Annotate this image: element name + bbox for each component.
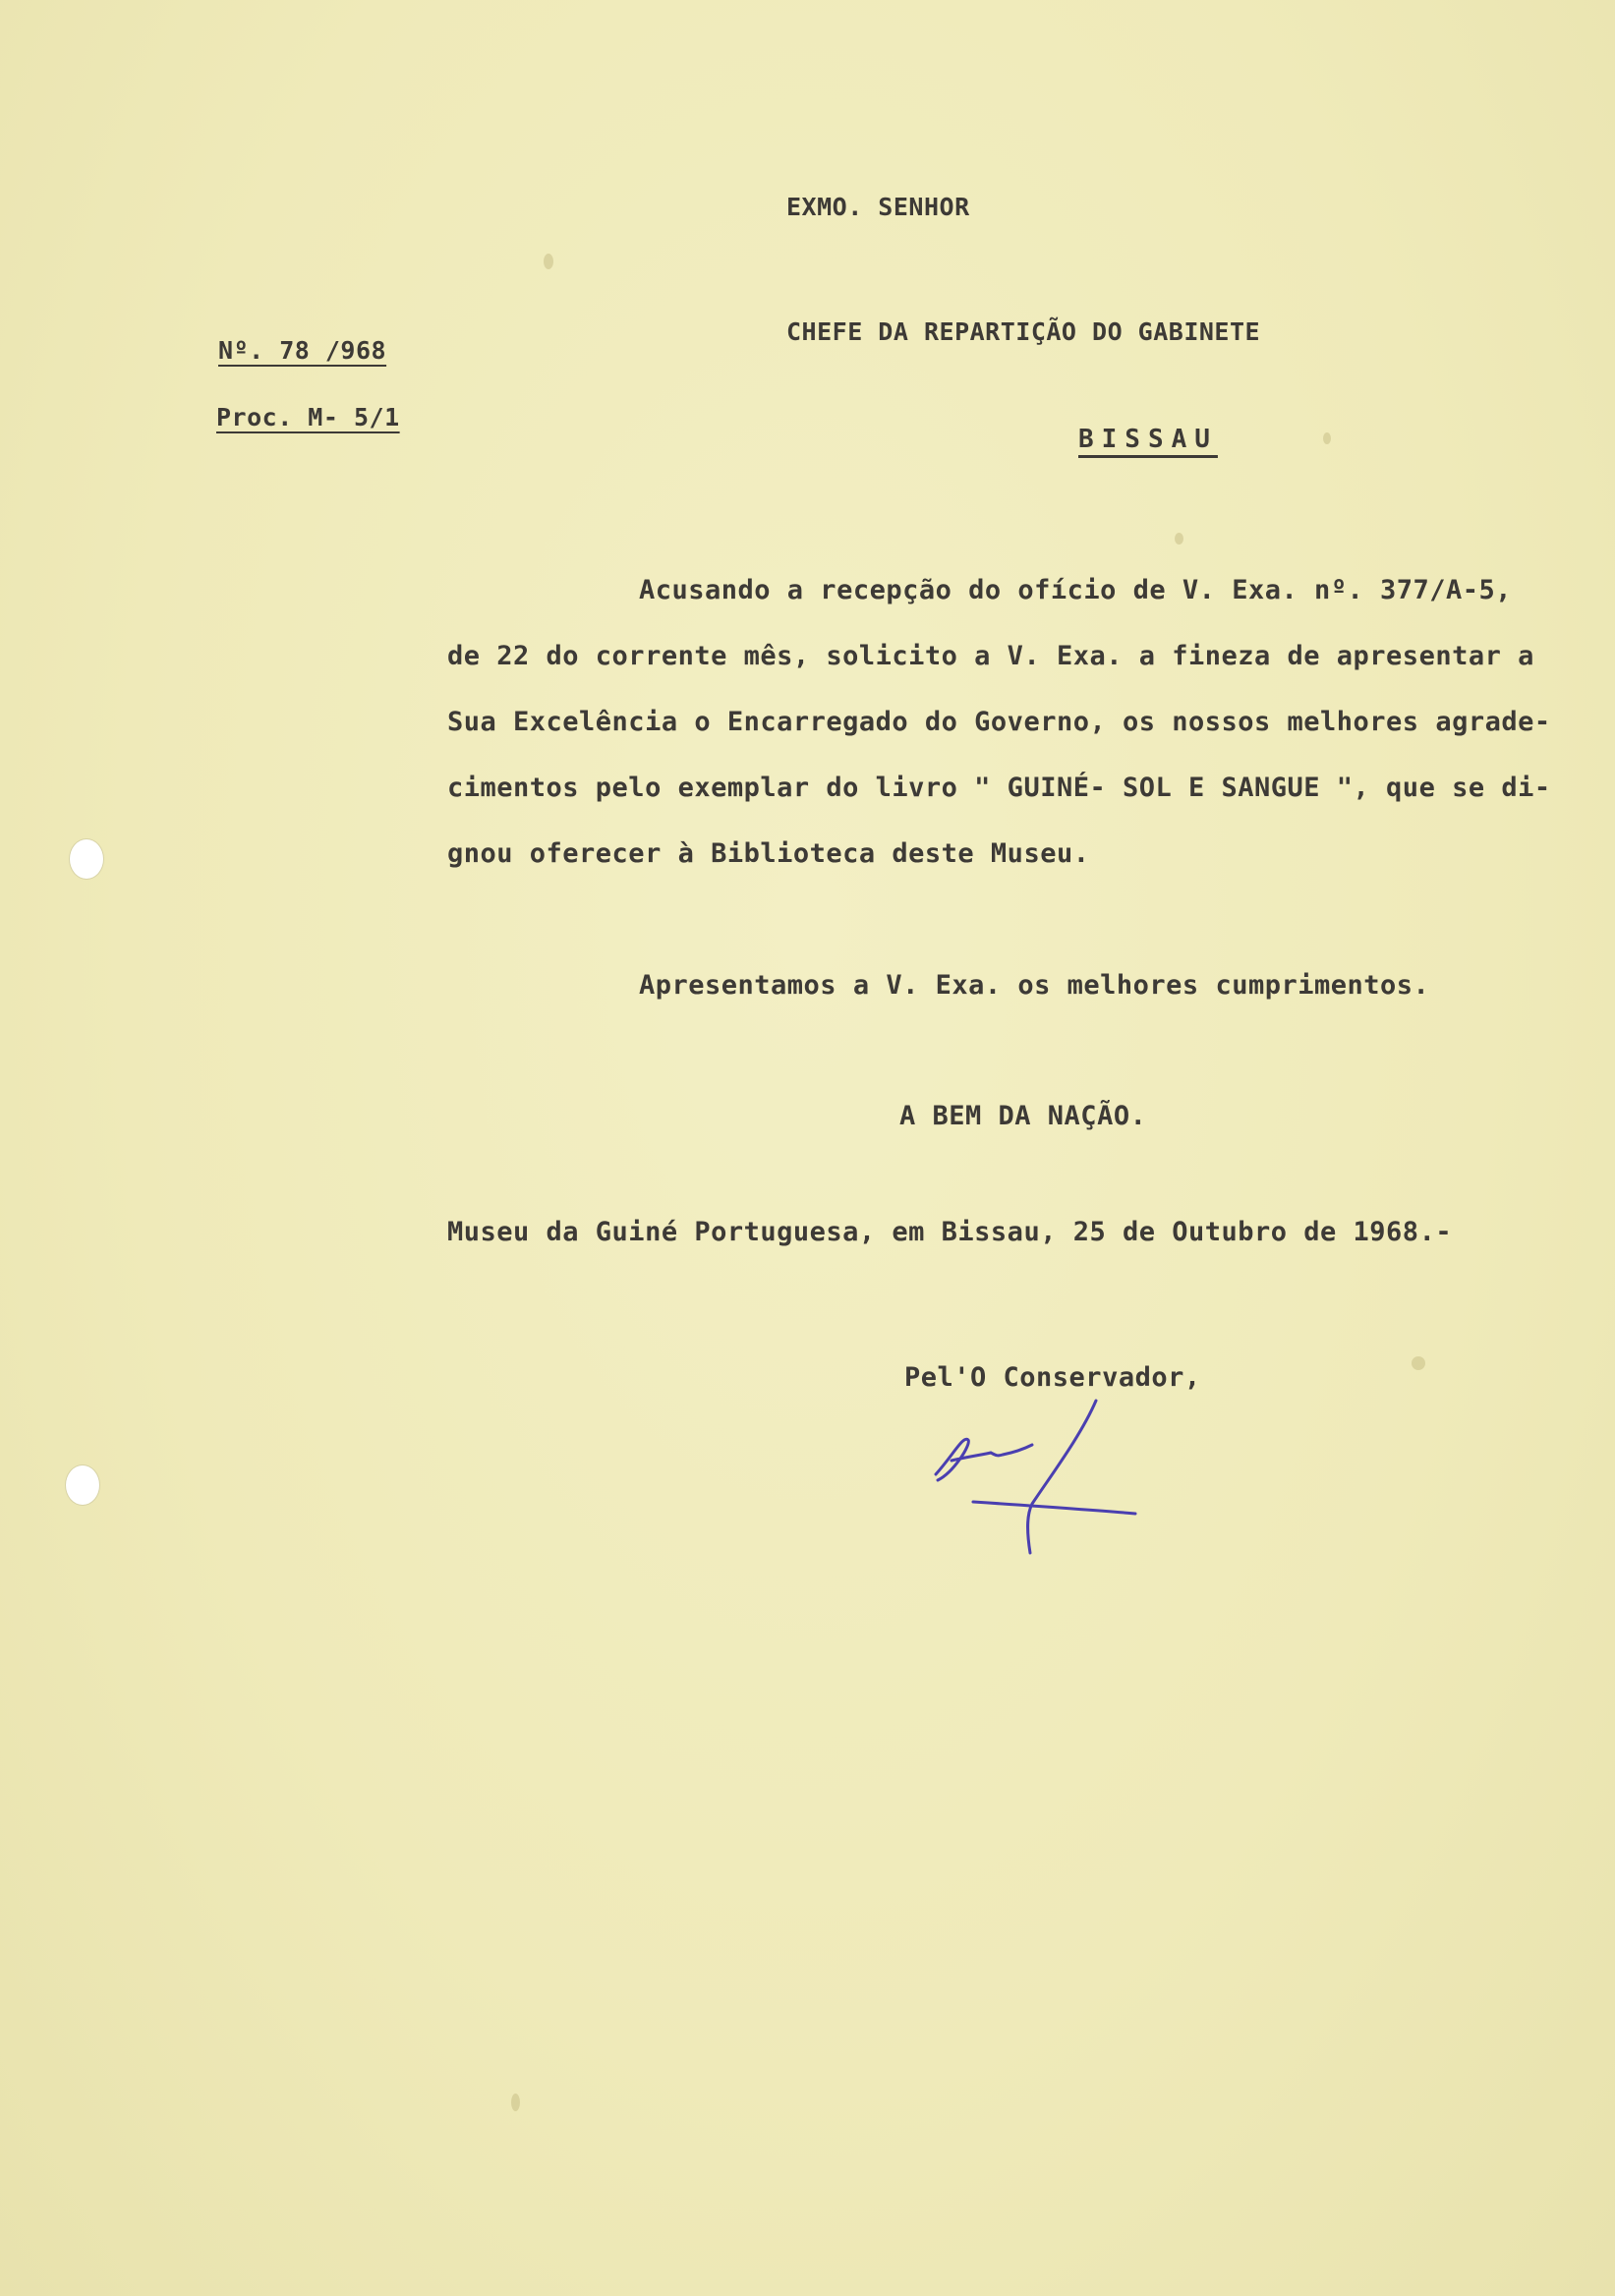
reference-number: Nº. 78 /968 — [218, 336, 387, 365]
regards-line: Apresentamos a V. Exa. os melhores cumprimentos. — [639, 970, 1430, 1001]
closing-motto: A BEM DA NAÇÃO. — [899, 1101, 1147, 1131]
city: BISSAU — [1078, 425, 1218, 454]
body-line: Acusando a recepção do ofício de V. Exa. nº. 377/A-5, — [639, 575, 1513, 605]
paper-stain — [1323, 432, 1331, 444]
paper-stain — [1175, 533, 1183, 545]
body-line: de 22 do corrente mês, solicito a V. Exa. a fineza de apresentar a — [447, 641, 1534, 671]
body-line: gnou oferecer à Biblioteca deste Museu. — [447, 838, 1090, 869]
salutation: EXMO. SENHOR — [786, 193, 970, 221]
body-line: cimentos pelo exemplar do livro " GUINÉ- SOL E SANGUE ", que se di- — [447, 773, 1551, 803]
process-number: Proc. M- 5/1 — [216, 403, 400, 431]
addressee: CHEFE DA REPARTIÇÃO DO GABINETE — [786, 317, 1261, 346]
paper-stain — [511, 2094, 520, 2111]
signatory-line: Pel'O Conservador, — [904, 1362, 1201, 1393]
paper-stain — [544, 254, 553, 269]
paper-stain — [1412, 1356, 1425, 1370]
handwritten-signature — [924, 1396, 1160, 1568]
body-line: Sua Excelência o Encarregado do Governo, os nossos melhores agrade- — [447, 707, 1551, 737]
punch-hole-bottom — [65, 1464, 100, 1506]
place-date-line: Museu da Guiné Portuguesa, em Bissau, 25 de Outubro de 1968.- — [447, 1217, 1453, 1247]
punch-hole-top — [69, 838, 104, 880]
